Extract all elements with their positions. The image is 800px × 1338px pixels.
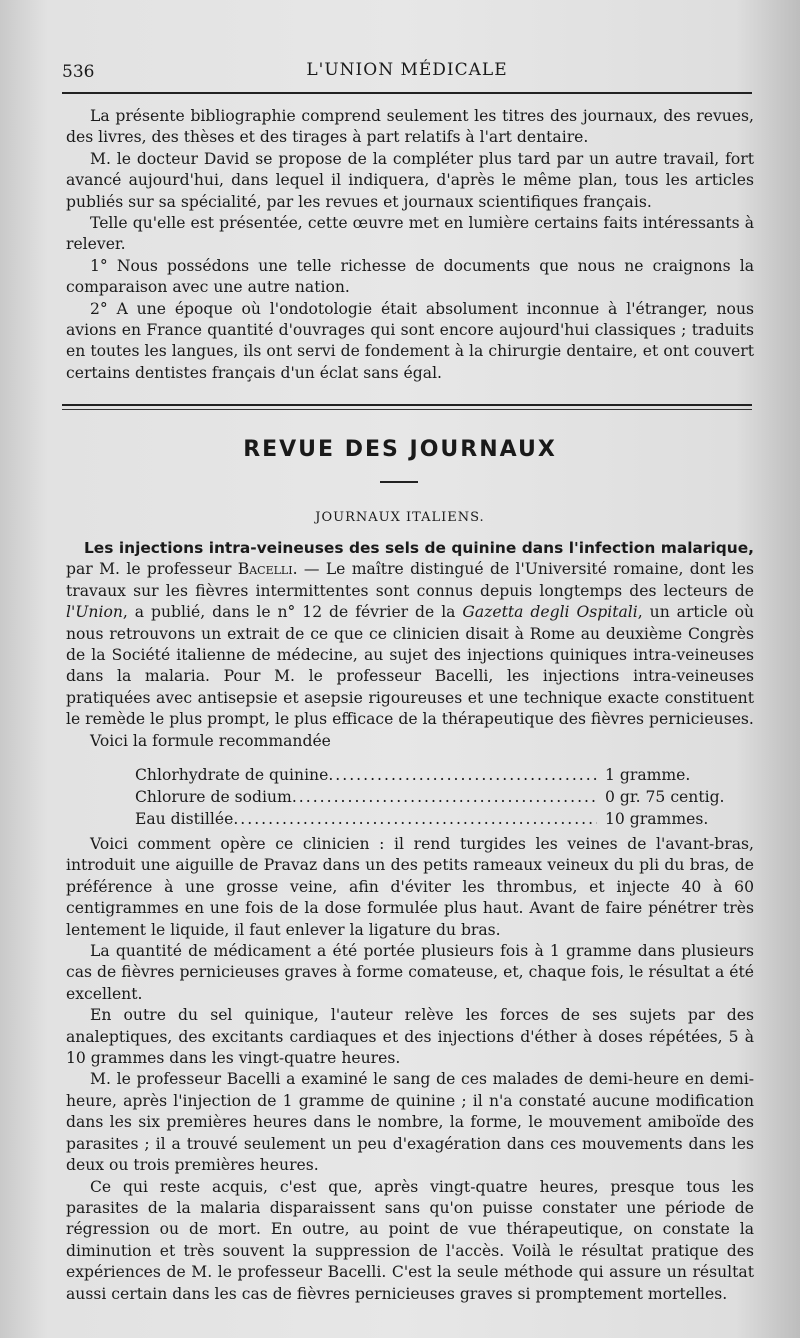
leader-dots: [328, 764, 597, 786]
section-title: REVUE DES JOURNAUX: [243, 437, 557, 462]
article-title: Les injections intra-veineuses des sels de quinine dans l'infection malarique,: [84, 539, 754, 557]
paragraph: M. le professeur Bacelli a examiné le sang de ces malades de demi-heure en demi-heure, après l'injection de 1 gramme de quinine ; il n'a constaté aucune modification dans les six premières heures dans le nombre, la forme, le mouvement amiboïde des parasites ; il a trouvé seulement un peu d'exagération dans ces mouvements dans les deux ou trois premières heures.: [66, 1070, 754, 1175]
formula-row: [135, 764, 725, 786]
intro-text: [66, 106, 754, 384]
paragraph: 1° Nous possédons une telle richesse de documents que nous ne craignons la comparaison avec une autre nation.: [66, 256, 754, 297]
journal-name: Gazetta degli Ospitali: [462, 603, 638, 622]
lead-text-end: , un article où nous retrouvons un extrait de ce que ce clinicien disait à Rome au deuxième Congrès de la Société italienne de médecine, au sujet des injections quiniques intra-veineuses dans la malaria. Pour M. le professeur Bacelli, les injections intra-veineuses pratiquées avec antisepsie et asepsie rigoureuses et une technique exacte constituent le remède le plus prompt, le plus efficace de la thérapeutique des fièvres pernicieuses.: [66, 603, 755, 729]
page-number: 536: [62, 62, 95, 82]
article-lead-paragraph: [66, 538, 754, 731]
ingredient-name: Chlorhydrate de quinine: [135, 766, 329, 784]
section-divider: [62, 404, 752, 406]
ingredient-name: Eau distillée: [135, 810, 234, 828]
article-author: Bacelli.: [237, 560, 298, 579]
leader-dots: [233, 808, 597, 830]
ingredient-quantity: 1 gramme.: [605, 766, 691, 784]
lead-text-mid: , a publié, dans le n° 12 de février de la: [122, 603, 463, 622]
paragraph: 2° A une époque où l'ondotologie était absolument inconnue à l'étranger, nous avions en France quantité d'ouvrages qui sont encore aujourd'hui classiques ; traduits en toutes les langues, ils ont servi de fondement à la chirurgie dentaire, et ont couvert certains dentistes français d'un éclat sans égal.: [66, 299, 754, 382]
formula-table: [135, 764, 725, 830]
paragraph: La quantité de médicament a été portée plusieurs fois à 1 gramme dans plusieurs cas de fièvres pernicieuses graves à forme comateuse, et, chaque fois, le résultat a été excellent.: [66, 942, 754, 1003]
paragraph: M. le docteur David se propose de la compléter plus tard par un autre travail, fort avancé aujourd'hui, dans lequel il indiquera, d'après le même plan, tous les articles publiés sur sa spécialité, par les revues et journaux scientifiques français.: [66, 149, 754, 211]
journal-name: l'Union: [66, 603, 123, 622]
formula-intro: Voici la formule recommandée: [90, 731, 331, 750]
ingredient-name: Chlorure de sodium: [135, 788, 292, 806]
article-lead: [66, 538, 754, 752]
article-body: [66, 834, 754, 1305]
lead-text: — Le maître distingué de l'Université romaine, dont les travaux sur les fièvres intermittentes sont connus depuis longtemps des lecteurs de: [66, 560, 754, 600]
leader-dots: [292, 786, 597, 808]
paragraph: En outre du sel quinique, l'auteur relève les forces de ses sujets par des analeptiques, des excitants cardiaques et des injections d'éther à doses répétées, 5 à 10 grammes dans les vingt-quatre heures.: [66, 1006, 754, 1068]
paragraph: Ce qui reste acquis, c'est que, après vingt-quatre heures, presque tous les parasites de la malaria disparaissent sans qu'on puisse constater une période de régression ou de mort. En outre, au point de vue thérapeutique, on constate la diminution et très souvent la suppression de l'accès. Voilà le résultat pratique des expériences de M. le professeur Bacelli. C'est la seule méthode qui assure un résultat aussi certain dans les cas de fièvres pernicieuses graves si promptement mortelles.: [66, 1177, 754, 1303]
byline-prefix: par M. le professeur: [66, 560, 232, 579]
ingredient-quantity: 10 grammes.: [605, 810, 709, 828]
title-underline: [380, 481, 418, 483]
paragraph: La présente bibliographie comprend seulement les titres des journaux, des revues, des livres, des thèses et des tirages à part relatifs à l'art dentaire.: [66, 107, 754, 147]
section-divider-thin: [62, 409, 752, 410]
ingredient-quantity: 0 gr. 75 centig.: [605, 788, 725, 806]
header-rule: [62, 92, 752, 94]
page-header: [62, 60, 752, 86]
formula-row: [135, 786, 725, 808]
running-title: L'UNION MÉDICALE: [306, 60, 508, 80]
formula-row: [135, 808, 725, 830]
subsection-title: JOURNAUX ITALIENS.: [315, 510, 485, 525]
paragraph: Voici comment opère ce clinicien : il rend turgides les veines de l'avant-bras, introduit une aiguille de Pravaz dans un des petits rameaux veineux du pli du bras, de préférence à une grosse veine, afin d'éviter les thrombus, et injecte 40 à 60 centigrammes en une fois de la dose formulée plus haut. Avant de faire pénétrer très lentement le liquide, il faut enlever la ligature du bras.: [66, 835, 754, 939]
paragraph: Telle qu'elle est présentée, cette œuvre met en lumière certains faits intéressants à relever.: [66, 214, 754, 254]
